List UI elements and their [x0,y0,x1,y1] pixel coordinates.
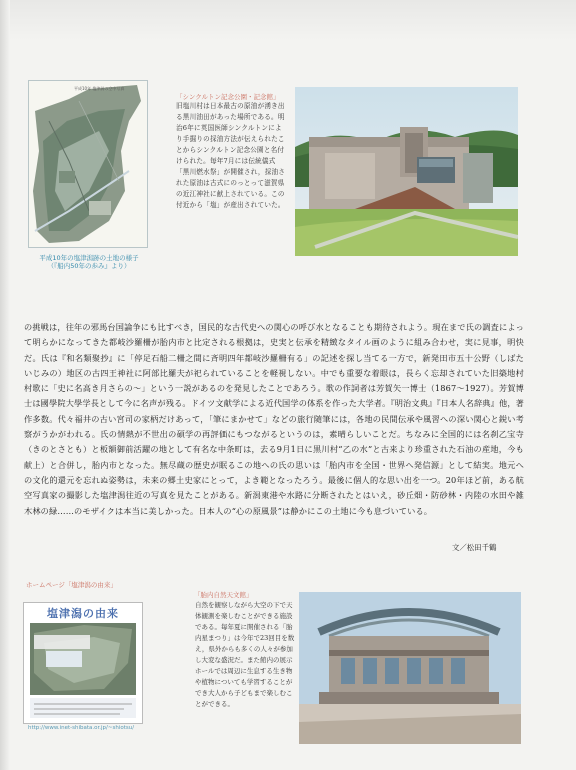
memorial-building-photo [295,87,518,256]
memorial-park-description: 旧塩川村は日本最古の原油が湧き出る黒川油田があった場所である。明治6年に英国医師シンクルトンにより手掘りの採油方法が伝えられたことからシンクルトン記念公園と名付けられた。毎年7月には伝統儀式「黒川燃水祭」が開催され，採油された原油は古式にのっとって滋賀県の近江神社に献上されている。この付近から「塩」が産出されていた。 [176,102,286,209]
page-binding-edge [0,0,10,770]
homepage-tag: ホームページ「塩津潟の由来」 [26,581,117,589]
memorial-park-tag: 「シンクルトン記念公園・記念館」 [176,93,280,101]
page-top-shadow [0,0,576,40]
map-mini-title: 平成10年 塩津潟の空中写真 [74,86,125,91]
article-body: の挑戦は，往年の邪馬台国論争にも比すべき，国民的な古代史への関心の呼び水となることも期待されよう。現在まで氏の調査によって明らかになってきた都岐沙羅柵が胎内市と比定される根拠は，史実と伝承を精緻なタイル画のように組み合わせ，実に見事，明快だ。氏は『和名類聚抄』に「停足石船二柵之間に斉明四年都岐沙羅柵有る」の記述を探し当てる一方で，新発田市五十公野（しばたいじみの）地区の古四王神社に阿部比羅夫が祀られていることを軽視しない。中でも重要な着眼は，長らく忘却されていた旧築地村村歌に「史に名高き月さらの〜」という一説があるのを発見したことであろう。歌の作詞者は芳賀矢一博士（1867〜1927）。芳賀博士は國學院大學学長として今に名声が残る。ドイツ文献学による近代国学の体系を作った大学者。『明治文典』『日本人名辞典』他，著作多数。代々福井の古い宮司の家柄だけあって，「筆にまかせて」などの旅行随筆には，各地の民間伝承や風習への深い関心と鋭い考察がうかがわれる。氏の情熱が不世出の碩学の再評価にもつながるというのは，素晴らしいことだ。ちなみに全国的には名刹乙宝寺（きのとさとも）と板額御前活躍の地として有名な中条町は，去る9月1日に黒川村“乙の水”と古来より珍重された石油の産地，今も献上）と合併し，胎内市となった。無尽蔵の歴史が眠るこの地への氏の思いは「胎内市を全国・世界へ発信源」として結実。地元への文化的還元を忘れぬ姿勢は，未来の郷土史家にとって，よき範となったろう。最後に個人的な思い出を一つ。20年ほど前，ある航空写真家の撮影した塩津潟往近の写真を見たことがある。新潟東港や水路に分断されたとはいえ，砂丘畑・防砂林・内陸の水田や雑木林の緑……のモザイクは本当に美しかった。日本人の“心の原風景”は静かにこの土地に今も息づいている。 [24,322,524,516]
article-byline: 文／松田千鶴 [452,543,497,552]
aerial-map-photo [28,80,148,248]
homepage-screenshot [23,602,143,724]
observatory-photo [299,592,521,744]
observatory-tag: 「胎内自然天文館」 [194,591,253,599]
homepage-title: 塩津潟の由来 [47,607,119,620]
map-caption: 平成10年の塩津潟跡の土地の様子 （『船内50年の歩み』より） [39,254,139,270]
observatory-description: 自然を観察しながら大空の下で天体観測を楽しむことができる施設である。毎年夏に開催される「胎内星まつり」は今年で23回目を数え，県外からも多くの人々が参加し大変な盛況だ。また館内の展示ホールでは周辺に生息する生き物や植物についても学習することができ大人から子どもまで楽しむことができる。 [195,601,295,708]
homepage-url[interactable]: http://www.inet-shibata.or.jp/~shiotsu/ [28,725,135,731]
